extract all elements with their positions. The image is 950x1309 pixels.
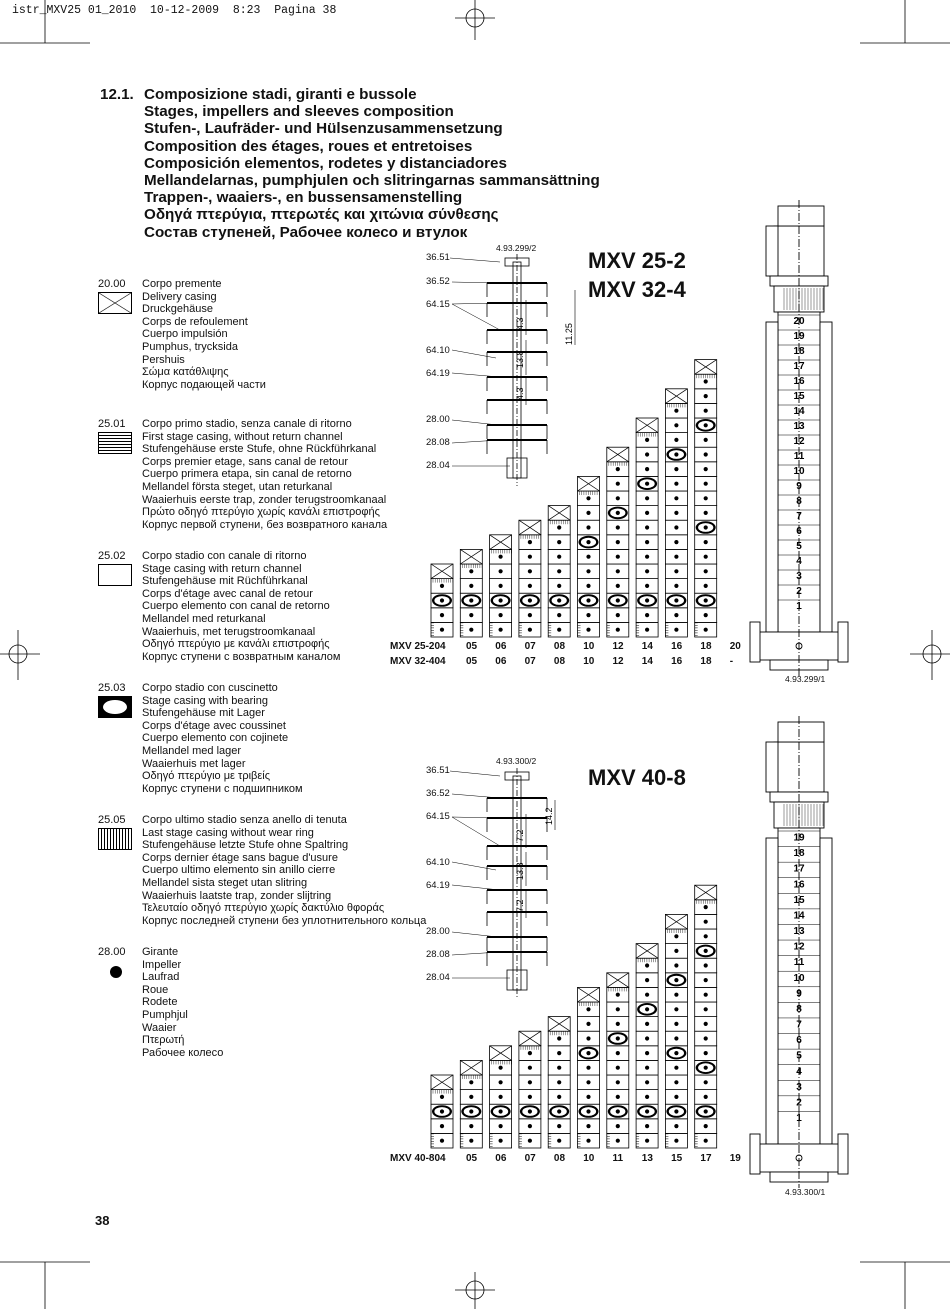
- impeller-dot-icon: [616, 1109, 620, 1113]
- stage-number: 5: [796, 541, 802, 552]
- stage-number: 6: [796, 1035, 802, 1047]
- impeller-dot-icon: [674, 1080, 678, 1084]
- row1-value: 18: [700, 641, 712, 652]
- row2-value: 07: [524, 656, 536, 667]
- impeller-dot-icon: [616, 1051, 620, 1055]
- row2-value: 10: [583, 656, 595, 667]
- row1-value: 14: [641, 641, 653, 652]
- impeller-dot-icon: [586, 1036, 590, 1040]
- impeller-dot-icon: [528, 1139, 532, 1143]
- impeller-dot-icon: [440, 1109, 444, 1113]
- stage-number: 13: [793, 421, 805, 432]
- impeller-dot-icon: [586, 1066, 590, 1070]
- impeller-dot-icon: [528, 1095, 532, 1099]
- impeller-dot-icon: [704, 993, 708, 997]
- row1-value: 16: [671, 641, 683, 652]
- impeller-dot-icon: [586, 1022, 590, 1026]
- legend-line: Last stage casing without wear ring: [142, 826, 314, 839]
- impeller-dot-icon: [557, 1051, 561, 1055]
- d1-label-28-00: 28.00: [426, 414, 450, 425]
- stage-number: 1: [796, 1113, 802, 1124]
- legend-code: 20.00: [98, 278, 126, 290]
- impeller-dot-icon: [704, 905, 708, 909]
- impeller-dot-icon: [557, 1095, 561, 1099]
- impeller-dot-icon: [469, 1095, 473, 1099]
- legend-line: Οδηγό πτερύγιο με κανάλι επιστροφής: [142, 638, 330, 651]
- legend-line: Mellandel sista steget utan slitring: [142, 876, 308, 889]
- impeller-dot-icon: [645, 1124, 649, 1128]
- row2-value: 06: [495, 656, 507, 667]
- legend-line: Waaierhuis eerste trap, zonder terugstroomkanaal: [142, 493, 387, 506]
- stage-number: 14: [793, 910, 805, 922]
- stage-stack-col-9: [665, 914, 687, 1148]
- d2-label-64-15: 64.15: [426, 811, 450, 822]
- impeller-dot-icon: [674, 993, 678, 997]
- legend-line: Rodete: [142, 996, 178, 1009]
- impeller-dot-icon: [528, 1066, 532, 1070]
- file-header: istr_MXV25 01_2010 10-12-2009 8:23 Pagina 38: [12, 4, 337, 17]
- stage-stack-col-5: [548, 1017, 570, 1148]
- row1-value: 06: [495, 641, 507, 652]
- legend-line: Stufengehäuse erste Stufe, ohne Rückführkanal: [142, 443, 377, 456]
- impeller-dot-icon: [674, 978, 678, 982]
- row-value: 15: [671, 1153, 683, 1164]
- d1-label-28-04: 28.04: [426, 460, 450, 471]
- row-value: 07: [524, 1153, 536, 1164]
- d1-label-64-10: 64.10: [426, 345, 450, 356]
- legend-line: Pumphjul: [142, 1008, 188, 1021]
- stage-number: 8: [796, 496, 802, 507]
- impeller-dot-icon: [674, 1139, 678, 1143]
- impeller-dot-icon: [674, 1036, 678, 1040]
- row1-value: 08: [553, 641, 566, 652]
- impeller-dot-icon: [616, 1007, 620, 1011]
- row1-value: 07: [524, 641, 536, 652]
- tie-rod-left: [766, 838, 778, 1144]
- impeller-dot-icon: [645, 993, 649, 997]
- legend-line: Рабочее колесо: [142, 1046, 224, 1059]
- legend-line: Waaierhuis met lager: [142, 757, 246, 770]
- d2-label-64-19: 64.19: [426, 880, 450, 891]
- impeller-dot-icon: [616, 1124, 620, 1128]
- stage-number: 13: [793, 926, 805, 938]
- legend-line: Stufengehäuse mit Lager: [142, 707, 265, 720]
- legend-line: Corpo primo stadio, senza canale di ritorno: [142, 418, 352, 430]
- outlet-flange: [838, 1134, 848, 1174]
- impeller-dot-icon: [528, 1124, 532, 1128]
- leader-line: [452, 817, 500, 846]
- legend-line: First stage casing, without return channel: [142, 430, 343, 443]
- legend-line: Cuerpo ultimo elemento sin anillo cierre: [142, 864, 336, 877]
- legend-code: 28.00: [98, 946, 126, 958]
- legend-line: Cuerpo elemento con canal de retorno: [142, 600, 330, 613]
- legend-line: Laufrad: [142, 971, 180, 984]
- legend-line: Cuerpo elemento con cojinete: [142, 732, 289, 745]
- d2-label-36-51: 36.51: [426, 765, 450, 776]
- leader-line: [450, 771, 500, 776]
- motor-fins: [766, 742, 778, 792]
- d2-label-36-52: 36.52: [426, 788, 450, 799]
- d1-label-64-15: 64.15: [426, 299, 450, 310]
- impeller-dot-icon: [704, 963, 708, 967]
- legend-line: Girante: [142, 946, 179, 958]
- legend-line: Druckgehäuse: [142, 303, 213, 316]
- impeller-dot-icon: [704, 1124, 708, 1128]
- stage-number: 6: [796, 526, 802, 537]
- legend-line: Mellandel med returkanal: [142, 612, 266, 625]
- model-title-25-2: MXV 25-2: [588, 248, 686, 273]
- legend-line: Impeller: [142, 958, 182, 971]
- d1-label-28-08: 28.08: [426, 437, 450, 448]
- stage-number: 3: [796, 1081, 802, 1093]
- impeller-dot-icon: [616, 1139, 620, 1143]
- stage-number: 18: [793, 346, 805, 357]
- row-label-32-404: MXV 32-404: [390, 656, 446, 667]
- row2-value: 08: [553, 656, 566, 667]
- section-title-line: Состав ступеней, Рабочее колесо и втулок: [144, 223, 468, 241]
- stage-number: 15: [793, 391, 805, 402]
- dimension-label: 14.2: [544, 807, 554, 825]
- d2-label-28-08: 28.08: [426, 949, 450, 960]
- stage-number: 5: [796, 1050, 802, 1062]
- d2-label-64-10: 64.10: [426, 857, 450, 868]
- impeller-dot-icon: [528, 1109, 532, 1113]
- row-value: 17: [700, 1153, 712, 1164]
- impeller-dot-icon: [645, 1051, 649, 1055]
- impeller-dot-icon: [704, 1139, 708, 1143]
- dimension-label: 7.2: [515, 829, 525, 842]
- impeller-dot-icon: [557, 1124, 561, 1128]
- impeller-dot-icon: [440, 1139, 444, 1143]
- d2-label-28-00: 28.00: [426, 926, 450, 937]
- stage-number: 16: [793, 879, 805, 891]
- impeller-dot-icon: [469, 1124, 473, 1128]
- legend-line: Πτερωτή: [142, 1034, 185, 1047]
- legend-line: Corps d'étage avec canal de retour: [142, 587, 313, 600]
- impeller-dot-icon: [645, 1080, 649, 1084]
- impeller-dot-icon: [469, 1139, 473, 1143]
- impeller-dot-icon: [674, 1066, 678, 1070]
- section-number: 12.1.: [100, 86, 134, 103]
- impeller-dot-icon: [557, 1066, 561, 1070]
- row2-value: 14: [641, 656, 653, 667]
- stage-number: 14: [793, 406, 805, 417]
- stage-number: 9: [796, 988, 802, 1000]
- d1-label-36-51: 36.51: [426, 252, 450, 263]
- legend-line: Waaier: [142, 1021, 177, 1034]
- legend-line: Waaierhuis laatste trap, zonder slijtring: [142, 889, 332, 902]
- stage-number: 16: [793, 376, 805, 387]
- impeller-dot-icon: [586, 1080, 590, 1084]
- impeller-dot-icon: [499, 1080, 503, 1084]
- impeller-dot-icon: [469, 1080, 473, 1084]
- section-title-line: Stages, impellers and sleeves composition: [144, 103, 454, 121]
- impeller-dot-icon: [704, 1036, 708, 1040]
- impeller-dot-icon: [586, 1095, 590, 1099]
- legend-line: Корпус ступени с возвратным каналом: [142, 650, 341, 663]
- legend-line: Corpo stadio con canale di ritorno: [142, 550, 307, 562]
- legend-line: Corps d'étage avec coussinet: [142, 719, 286, 732]
- stage-number: 15: [793, 894, 805, 906]
- motor-cap: [778, 722, 824, 742]
- dimension-label: 7.2: [515, 899, 525, 912]
- row2-value: 05: [466, 656, 478, 667]
- section-title-line: Composition des étages, roues et entretoises: [144, 137, 473, 155]
- legend-code: 25.03: [98, 682, 126, 694]
- legend-line: Корпус ступени с подшипником: [142, 782, 303, 795]
- legend-line: Stage casing with return channel: [142, 562, 302, 575]
- impeller-dot-icon: [674, 1007, 678, 1011]
- impeller-dot-icon: [557, 1080, 561, 1084]
- legend-line: Waaierhuis, met terugstroomkanaal: [142, 625, 316, 638]
- stage-number: 3: [796, 571, 802, 582]
- stage-number: 17: [793, 361, 805, 372]
- impeller-dot-icon: [557, 1036, 561, 1040]
- impeller-dot-icon: [616, 1036, 620, 1040]
- impeller-dot-icon: [674, 1022, 678, 1026]
- impeller-dot-icon: [586, 1139, 590, 1143]
- section-title-line: Οδηγά πτερύγια, πτερωτές και χιτώνια σύνθεσης: [144, 206, 499, 224]
- impeller-dot-icon: [645, 1066, 649, 1070]
- legend-line: Mellandel första steget, utan returkanal: [142, 480, 333, 493]
- leader-line: [452, 794, 500, 798]
- dimension-label: 11.25: [564, 323, 574, 345]
- impeller-dot-icon: [499, 1139, 503, 1143]
- stage-number: 17: [793, 863, 805, 875]
- tie-rod-right: [820, 838, 832, 1144]
- stage-number: 9: [796, 481, 802, 492]
- row-value: 11: [612, 1153, 624, 1164]
- row1-value: 12: [612, 641, 624, 652]
- stage-number: 4: [796, 556, 802, 567]
- legend-line: Delivery casing: [142, 290, 217, 303]
- impeller-dot-icon: [616, 1066, 620, 1070]
- row-value: 06: [495, 1153, 507, 1164]
- impeller-dot-icon: [645, 1109, 649, 1113]
- diagram1-ref-bottom: 4.93.299/1: [785, 674, 826, 684]
- impeller-dot-icon: [704, 1007, 708, 1011]
- impeller-dot-icon: [616, 993, 620, 997]
- impeller-dot-icon: [704, 1080, 708, 1084]
- impeller-dot-icon: [616, 1022, 620, 1026]
- stage-number: 7: [796, 1019, 802, 1031]
- impeller-dot-icon: [586, 1051, 590, 1055]
- stage-number: 8: [796, 1003, 802, 1015]
- d1-label-64-19: 64.19: [426, 368, 450, 379]
- model-title-40-8: MXV 40-8: [588, 765, 686, 790]
- legend-line: Pershuis: [142, 353, 185, 366]
- section-title-line: Composición elementos, rodetes y distanciadores: [144, 154, 507, 172]
- impeller-dot-icon: [499, 1066, 503, 1070]
- d2-label-28-04: 28.04: [426, 972, 450, 983]
- impeller-dot-icon: [645, 1095, 649, 1099]
- stage-number: 4: [796, 1066, 802, 1078]
- row-value: 08: [553, 1153, 566, 1164]
- section-title-line: Composizione stadi, giranti e bussole: [144, 86, 417, 103]
- row-label-40-804: MXV 40-804: [390, 1153, 446, 1164]
- impeller-dot-icon: [645, 963, 649, 967]
- leader-line: [452, 932, 498, 937]
- impeller-dot-icon: [645, 1007, 649, 1011]
- stage-stack-col-10: [695, 885, 717, 1148]
- diagram2-ref-bottom: 4.93.300/1: [785, 1187, 826, 1197]
- stage-number: 19: [793, 832, 805, 844]
- legend-line: Corpo premente: [142, 278, 222, 290]
- impeller-dot-icon: [557, 1109, 561, 1113]
- section-title-line: Stufen-, Laufräder- und Hülsenzusammensetzung: [144, 120, 503, 138]
- impeller-dot-icon: [704, 920, 708, 924]
- stage-number: 1: [796, 601, 802, 612]
- legend-line: Roue: [142, 983, 169, 996]
- impeller-dot-icon: [528, 1051, 532, 1055]
- diagram2-ref-top: 4.93.300/2: [496, 756, 537, 766]
- impeller-dot-icon: [645, 1139, 649, 1143]
- leader-line: [452, 952, 500, 955]
- stage-number: 2: [796, 1097, 802, 1109]
- dimension-label: 4.3: [515, 387, 525, 400]
- impeller-dot-icon: [704, 949, 708, 953]
- legend-line: Corps de refoulement: [142, 315, 248, 328]
- row1-value: 20: [729, 641, 741, 652]
- row-value: 13: [641, 1153, 653, 1164]
- row-value: 10: [583, 1153, 595, 1164]
- legend-line: Τελευταίο οδηγό πτερύγιο χωρίς δακτύλιο θφοράς: [142, 902, 385, 915]
- stage-number: 12: [793, 436, 805, 447]
- impeller-dot-icon: [704, 1109, 708, 1113]
- impeller-dot-icon: [616, 1080, 620, 1084]
- stage-stack-col-1: [431, 1075, 453, 1148]
- impeller-dot-icon: [586, 1109, 590, 1113]
- page-number: 38: [95, 1213, 110, 1228]
- impeller-dot-icon: [528, 1080, 532, 1084]
- stage-number: 10: [793, 466, 805, 477]
- row1-value: 05: [466, 641, 478, 652]
- pump-elevation-drawing: [750, 716, 848, 1188]
- row2-value: 16: [671, 656, 683, 667]
- impeller-dot-icon: [674, 1109, 678, 1113]
- impeller-dot-icon: [674, 934, 678, 938]
- stage-number: 7: [796, 511, 802, 522]
- stage-stack-col-4: [519, 1031, 541, 1148]
- impeller-dot-icon: [440, 1124, 444, 1128]
- stage-stack-col-3: [490, 1046, 512, 1148]
- legend-line: Σώμα κατάθλιψης: [142, 366, 229, 379]
- legend-line: Корпус подающей части: [142, 378, 266, 391]
- model-title-32-4: MXV 32-4: [588, 277, 686, 302]
- impeller-dot-icon: [586, 1124, 590, 1128]
- stage-stack-col-7: [607, 973, 629, 1148]
- stage-number: 2: [796, 586, 802, 597]
- stage-number: 19: [793, 331, 805, 342]
- diagram1-ref-top: 4.93.299/2: [496, 243, 537, 253]
- row2-value: -: [729, 656, 734, 667]
- impeller-dot-icon: [704, 934, 708, 938]
- impeller-dot-icon: [645, 1022, 649, 1026]
- dimension-label: 4.3: [515, 317, 525, 330]
- stage-number: 11: [793, 957, 805, 969]
- impeller-dot-icon: [674, 1095, 678, 1099]
- inlet-flange: [750, 1134, 760, 1174]
- legend-line: Corps dernier étage sans bague d'usure: [142, 851, 338, 864]
- impeller-dot-icon: [674, 1124, 678, 1128]
- section-title-line: Mellandelarnas, pumphjulen och slitringarnas sammansättning: [144, 172, 600, 190]
- row-label-25-204: MXV 25-204: [390, 641, 446, 652]
- section-title-line: Trappen-, waaiers-, en bussensamenstelling: [144, 189, 463, 207]
- stage-stack-col-2: [460, 1060, 482, 1148]
- legend-line: Stufengehäuse mit Rüchführkanal: [142, 575, 308, 588]
- impeller-dot-icon: [557, 1139, 561, 1143]
- impeller-dot-icon: [704, 1051, 708, 1055]
- diagram2-table: [390, 1153, 750, 1169]
- row2-value: 18: [700, 656, 712, 667]
- impeller-dot-icon: [704, 1022, 708, 1026]
- row-value: 19: [729, 1153, 741, 1164]
- legend-line: Stufengehäuse letzte Stufe ohne Spaltring: [142, 839, 349, 852]
- legend-line: Stage casing with bearing: [142, 694, 268, 707]
- impeller-dot-icon: [499, 1124, 503, 1128]
- row-value: 05: [466, 1153, 478, 1164]
- legend-line: Corps premier etage, sans canal de retour: [142, 455, 349, 468]
- impeller-dot-icon: [499, 1109, 503, 1113]
- impeller-dot-icon: [704, 1066, 708, 1070]
- legend-line: Корпус последней ступени без уплотнительного кольца: [142, 914, 427, 927]
- legend-line: Корпус первой ступени, без возвратного канала: [142, 518, 388, 531]
- shaft-section-drawing: [487, 768, 547, 998]
- dimension-label: 13.8: [515, 862, 525, 880]
- stage-number: 10: [793, 972, 805, 984]
- impeller-dot-icon: [674, 963, 678, 967]
- legend-line: Οδηγό πτερύγιο με τριβείς: [142, 770, 271, 783]
- impeller-dot-icon: [704, 1095, 708, 1099]
- stage-stack-col-8: [636, 944, 658, 1148]
- dimension-label: 13.8: [515, 350, 525, 368]
- legend-line: Cuerpo primera etapa, sin canal de retorno: [142, 468, 352, 481]
- stage-number: 11: [793, 451, 805, 462]
- stage-number: 20: [793, 316, 805, 327]
- impeller-dot-icon: [499, 1095, 503, 1099]
- stage-stack-col-6: [578, 987, 600, 1148]
- row1-value: 10: [583, 641, 595, 652]
- legend-code: 25.02: [98, 550, 126, 562]
- stage-number: 18: [793, 848, 805, 860]
- impeller-dot-icon: [674, 1051, 678, 1055]
- impeller-dot-icon: [645, 978, 649, 982]
- legend-line: Πρώτο οδηγό πτερύγιο χωρίς κανάλι επιστροφής: [142, 506, 380, 519]
- impeller-dot-icon: [586, 1007, 590, 1011]
- impeller-dot-icon: [674, 949, 678, 953]
- legend-line: Corpo ultimo stadio senza anello di tenuta: [142, 814, 347, 826]
- legend-line: Pumphus, trycksida: [142, 340, 238, 353]
- legend-line: Cuerpo impulsión: [142, 328, 228, 341]
- impeller-dot-icon: [616, 1095, 620, 1099]
- legend-line: Corpo stadio con cuscinetto: [142, 682, 278, 694]
- stage-number: 12: [793, 941, 805, 953]
- d1-label-36-52: 36.52: [426, 276, 450, 287]
- impeller-dot-icon: [704, 978, 708, 982]
- impeller-dot-icon: [645, 1036, 649, 1040]
- leader-line: [452, 885, 500, 890]
- impeller-dot-icon: [440, 1095, 444, 1099]
- legend-code: 25.01: [98, 418, 126, 430]
- impeller-dot-icon: [469, 1109, 473, 1113]
- legend-code: 25.05: [98, 814, 126, 826]
- legend-line: Mellandel med lager: [142, 744, 242, 757]
- row2-value: 12: [612, 656, 624, 667]
